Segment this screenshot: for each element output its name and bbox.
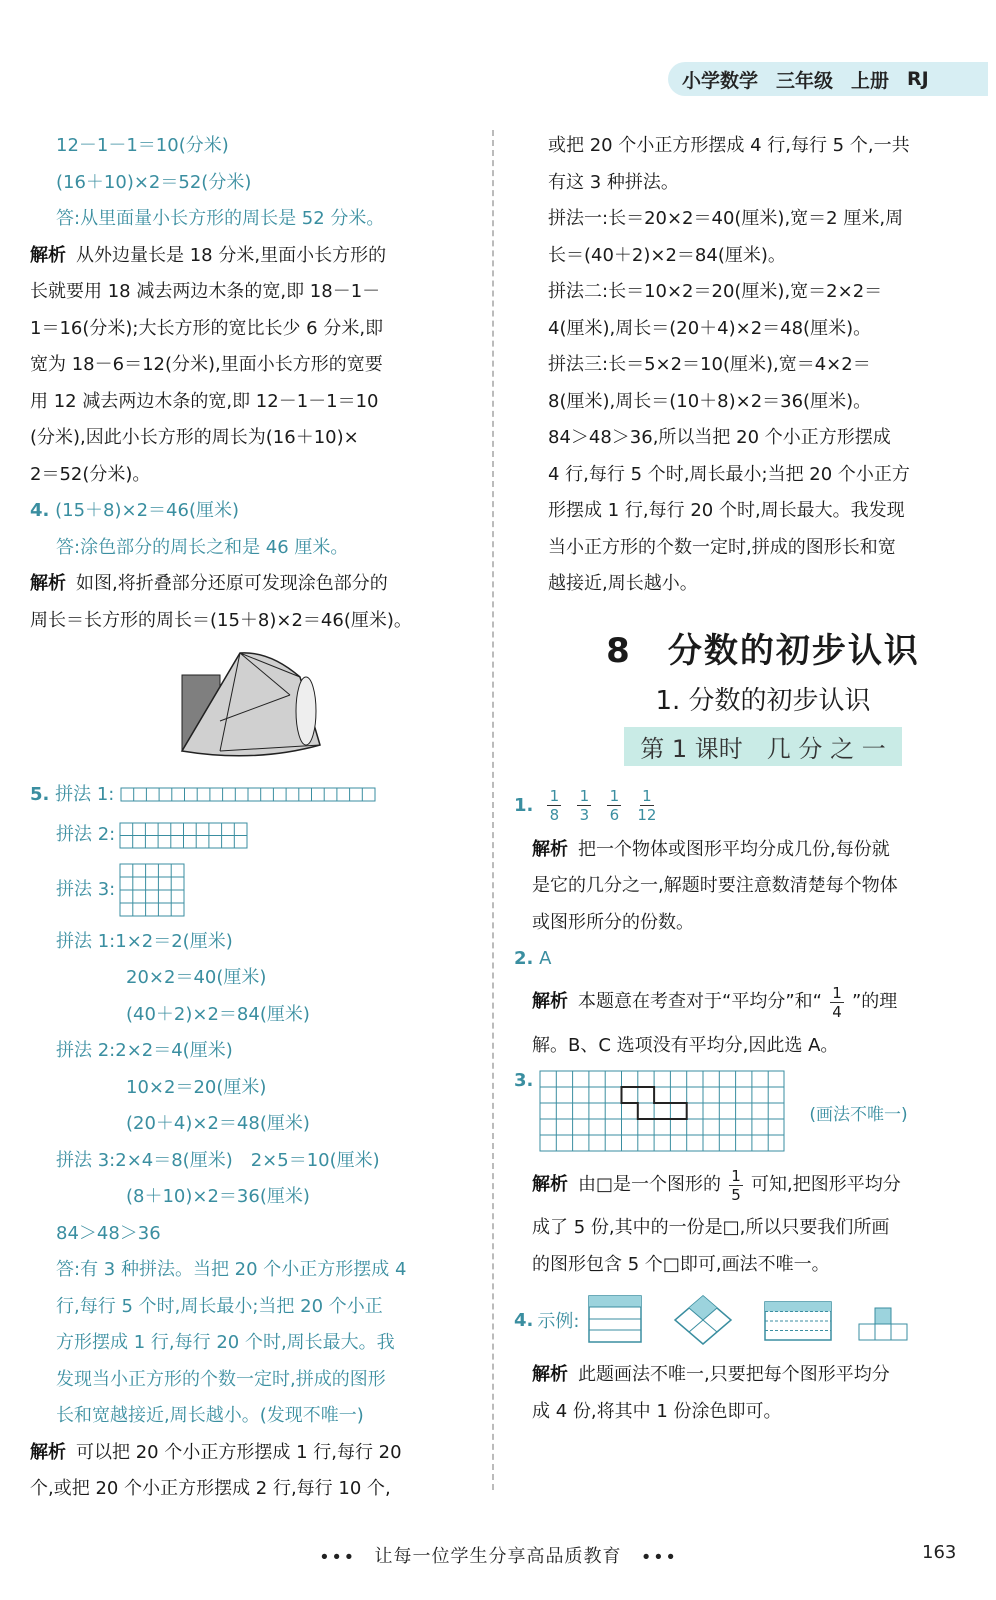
fraction: $\frac{1}{4}$ xyxy=(830,985,844,1020)
explanation-line: 长就要用 18 减去两边木条的宽,即 18－1－ xyxy=(30,281,381,302)
explanation-line: 拼法三:长＝5×2＝10(厘米),宽＝4×2＝ xyxy=(548,354,871,375)
fraction: $\frac{1}{8}$ xyxy=(547,788,561,823)
calc-line: (20＋4)×2＝48(厘米) xyxy=(126,1113,310,1134)
q5-arrangement-2: 拼法 2: xyxy=(30,814,462,858)
fraction: $\frac{1}{6}$ xyxy=(607,788,621,823)
explanation-line: 成 4 份,将其中 1 份涂色即可。 xyxy=(532,1400,782,1422)
fraction: $\frac{1}{5}$ xyxy=(729,1168,743,1203)
q3-answer: 3. (画法不唯一) xyxy=(514,1064,978,1160)
answer-line: 行,每行 5 个时,周长最小;当把 20 个小正 xyxy=(56,1295,383,1317)
header-edition: RJ xyxy=(907,68,929,90)
explanation-line: 是它的几分之一,解题时要注意数清楚每个物体 xyxy=(532,875,898,896)
explanation-line: 的图形包含 5 个□即可,画法不唯一。 xyxy=(532,1253,830,1275)
fraction: $\frac{1}{12}$ xyxy=(637,787,657,824)
footer-slogan: ∙∙∙ 让每一位学生分享高品质教育 ∙∙∙ xyxy=(318,1546,678,1567)
header-subject: 小学数学 xyxy=(682,69,759,92)
explanation-line: 4 行,每行 5 个时,周长最小;当把 20 个小正方 xyxy=(548,463,910,485)
q2-answer: 2. A xyxy=(514,948,552,969)
calc-line: 拼法 3:2×4＝8(厘米) 2×5＝10(厘米) xyxy=(56,1149,380,1171)
q4-shapes-figure xyxy=(585,1292,915,1348)
grid-2x10 xyxy=(119,822,249,850)
fraction: $\frac{1}{3}$ xyxy=(577,788,591,823)
q5-arrangement-3: 拼法 3: xyxy=(30,858,462,924)
explanation-line: 8(厘米),周长＝(10＋8)×2＝36(厘米)。 xyxy=(548,390,872,412)
q4-example: 4. 示例: xyxy=(514,1283,978,1357)
explanation-line: 有这 3 种拼法。 xyxy=(548,171,679,193)
explanation-line: 84＞48＞36,所以当把 20 个小正方形摆成 xyxy=(548,427,891,448)
explanation-line: 长＝(40＋2)×2＝84(厘米)。 xyxy=(548,244,786,266)
explanation-line: 形摆成 1 行,每行 20 个时,周长最大。我发现 xyxy=(548,500,905,521)
jiexi-label: 解析 xyxy=(30,244,66,266)
left-column xyxy=(30,128,462,1508)
explanation-line: 解析 把一个物体或图形平均分成几份,每份就 xyxy=(532,838,890,860)
page-header xyxy=(668,62,988,96)
grid-4x5 xyxy=(119,863,187,919)
explanation-line: 拼法二:长＝10×2＝20(厘米),宽＝2×2＝ xyxy=(548,281,883,302)
explanation-line: 个,或把 20 个小正方形摆成 2 行,每行 10 个, xyxy=(30,1478,391,1499)
calc-line: 84＞48＞36 xyxy=(56,1222,161,1244)
column-divider xyxy=(492,130,494,1490)
explanation-line: 1＝16(分米);大长方形的宽比长少 6 分米,即 xyxy=(30,317,384,339)
answer-line: 长和宽越接近,周长越小。(发现不唯一) xyxy=(56,1405,364,1426)
answer-line: 答:从里面量小长方形的周长是 52 分米。 xyxy=(56,208,385,229)
explanation-line: 解析 如图,将折叠部分还原可发现涂色部分的 xyxy=(30,573,388,594)
subsection-title: 1. 分数的初步认识 xyxy=(655,685,871,716)
answer-line: 方形摆成 1 行,每行 20 个时,周长最大。我 xyxy=(56,1332,395,1353)
calc-line: (40＋2)×2＝84(厘米) xyxy=(126,1003,310,1025)
calc-line: 拼法 1:1×2＝2(厘米) xyxy=(56,930,233,952)
explanation-line: 解析 可以把 20 个小正方形摆成 1 行,每行 20 xyxy=(30,1441,402,1463)
explanation-line: 用 12 减去两边木条的宽,即 12－1－1＝10 xyxy=(30,390,379,412)
explanation-line: 解析 从外边量长是 18 分米,里面小长方形的 xyxy=(30,244,387,266)
answer-line: 答:涂色部分的周长之和是 46 厘米。 xyxy=(56,536,349,558)
answer-line: 12－1－1＝10(分米) xyxy=(56,135,229,156)
q1-answer: 1. $\frac{1}{8}$ $\frac{1}{3}$ $\frac{1}{6}$ $\frac{1}{12}$ xyxy=(514,787,657,824)
calc-line: 拼法 2:2×2＝4(厘米) xyxy=(56,1040,233,1061)
page-number: 163 xyxy=(922,1542,957,1563)
explanation-line: 解析 本题意在考查对于“平均分”和“ $\frac{1}{4}$ ”的理 xyxy=(532,984,898,1021)
q3-note: (画法不唯一) xyxy=(809,1104,908,1125)
explanation-line: 或把 20 个小正方形摆成 4 行,每行 5 个,一共 xyxy=(548,135,910,156)
q3-grid-figure xyxy=(539,1069,787,1155)
calc-line: (8＋10)×2＝36(厘米) xyxy=(126,1186,310,1207)
explanation-line: 拼法一:长＝20×2＝40(厘米),宽＝2 厘米,周 xyxy=(548,208,904,229)
answer-line: 发现当小正方形的个数一定时,拼成的图形 xyxy=(56,1368,386,1390)
explanation-line: 解析 此题画法不唯一,只要把每个图形平均分 xyxy=(532,1364,890,1385)
explanation-line: 4(厘米),周长＝(20＋4)×2＝48(厘米)。 xyxy=(548,317,872,339)
q5-arrangement-1: 5. 拼法 1: xyxy=(30,777,462,814)
q4-answer: 4. (15＋8)×2＝46(厘米) xyxy=(30,500,239,521)
explanation-line: 解析 由□是一个图形的 $\frac{1}{5}$ 可知,把图形平均分 xyxy=(532,1166,901,1204)
explanation-line: (分米),因此小长方形的周长为(16＋10)× xyxy=(30,427,359,448)
header-grade: 三年级 xyxy=(776,69,834,92)
explanation-line: 周长＝长方形的周长＝(15＋8)×2＝46(厘米)。 xyxy=(30,609,412,631)
answer-line: 答:有 3 种拼法。当把 20 个小正方形摆成 4 xyxy=(56,1259,407,1280)
explanation-line: 越接近,周长越小。 xyxy=(548,573,698,594)
right-column xyxy=(514,128,978,1430)
explanation-line: 2＝52(分米)。 xyxy=(30,463,151,485)
explanation-line: 成了 5 份,其中的一份是□,所以只要我们所画 xyxy=(532,1217,890,1238)
calc-line: 10×2＝20(厘米) xyxy=(126,1076,267,1098)
lesson-title: 第 1 课时 几 分 之 一 xyxy=(548,727,978,766)
grid-1x20 xyxy=(120,787,376,803)
section-title: 8 分数的初步认识 xyxy=(606,630,920,671)
answer-line: (16＋10)×2＝52(分米) xyxy=(56,171,252,193)
folded-rectangle-figure xyxy=(180,645,462,769)
explanation-line: 解。B、C 选项没有平均分,因此选 A。 xyxy=(532,1034,839,1056)
explanation-line: 宽为 18－6＝12(分米),里面小长方形的宽要 xyxy=(30,354,383,375)
calc-line: 20×2＝40(厘米) xyxy=(126,967,267,988)
explanation-line: 或图形所分的份数。 xyxy=(532,911,694,933)
explanation-line: 当小正方形的个数一定时,拼成的图形长和宽 xyxy=(548,536,896,558)
header-volume: 上册 xyxy=(851,69,890,92)
